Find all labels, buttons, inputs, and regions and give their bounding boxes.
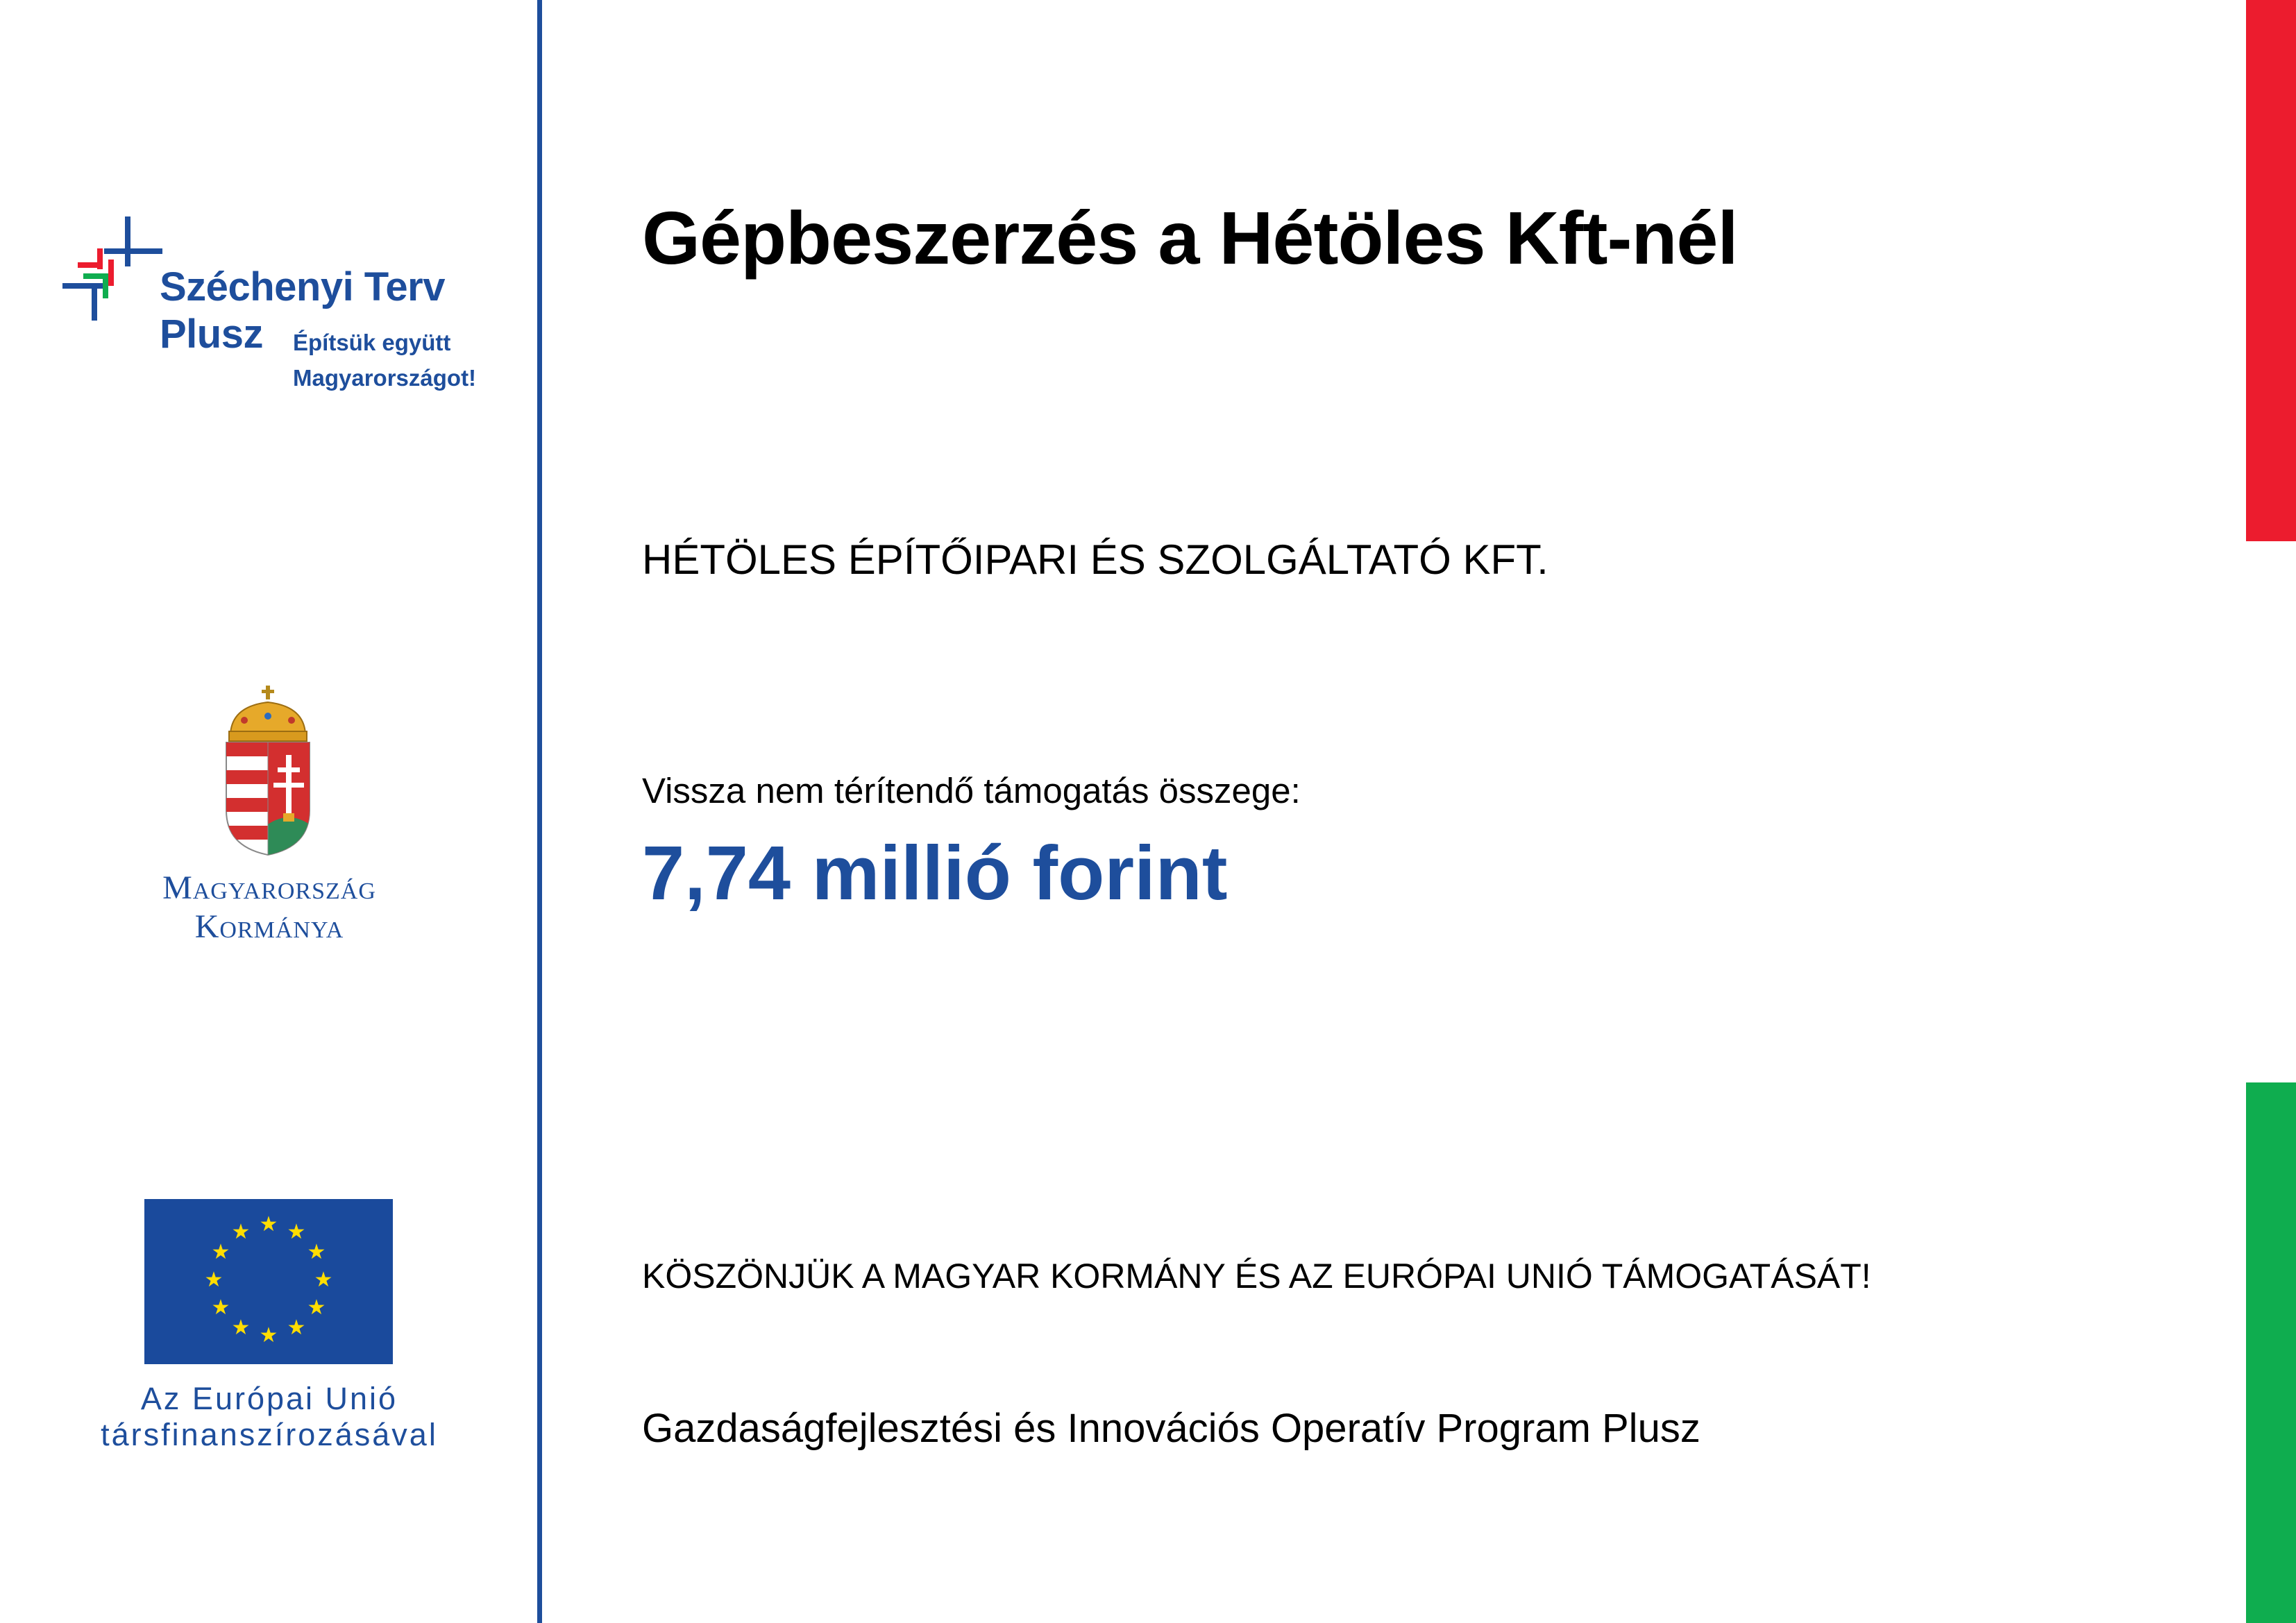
government-line-1: Magyarország <box>162 869 376 906</box>
flag-stripe-red <box>2246 0 2296 541</box>
svg-text:★: ★ <box>287 1220 306 1244</box>
program-name: Gazdaságfejlesztési és Innovációs Operatív Program Plusz <box>642 1406 1700 1451</box>
svg-text:★: ★ <box>287 1316 306 1340</box>
government-line-2: Kormánya <box>194 908 344 945</box>
eu-caption <box>69 1381 469 1453</box>
szechenyi-cross-icon <box>62 216 167 321</box>
grant-amount: 7,74 millió forint <box>642 831 1228 916</box>
eu-line-2: társfinanszírozásával <box>101 1417 438 1452</box>
vertical-divider <box>537 0 542 1623</box>
szechenyi-subtitle: Plusz <box>160 312 263 357</box>
hungarian-coat-of-arms-icon <box>223 686 314 859</box>
szechenyi-title: Széchenyi Terv <box>160 264 446 309</box>
thanks-message: KÖSZÖNJÜK A MAGYAR KORMÁNY ÉS AZ EURÓPAI UNIÓ TÁMOGATÁSÁT! <box>642 1257 1871 1295</box>
svg-text:★: ★ <box>307 1240 326 1264</box>
svg-text:★: ★ <box>314 1268 333 1292</box>
slogan-line-1: Építsük együtt <box>293 330 451 355</box>
svg-text:★: ★ <box>204 1268 223 1292</box>
svg-text:★: ★ <box>211 1295 230 1320</box>
flag-stripe-green <box>2246 1082 2296 1623</box>
szechenyi-slogan <box>293 325 476 396</box>
szechenyi-terv-logo <box>62 216 493 390</box>
eu-line-1: Az Európai Unió <box>140 1381 398 1416</box>
svg-text:★: ★ <box>259 1212 278 1237</box>
svg-text:★: ★ <box>307 1295 326 1320</box>
beneficiary-name: HÉTÖLES ÉPÍTŐIPARI ÉS SZOLGÁLTATÓ KFT. <box>642 536 1548 583</box>
svg-text:★: ★ <box>211 1240 230 1264</box>
eu-stars <box>144 1199 393 1364</box>
grant-label: Vissza nem térítendő támogatás összege: <box>642 771 1301 810</box>
project-title: Gépbeszerzés a Hétöles Kft-nél <box>642 196 1738 280</box>
svg-text:★: ★ <box>259 1323 278 1348</box>
eu-flag-icon <box>144 1199 393 1364</box>
government-name <box>104 869 434 946</box>
svg-text:★: ★ <box>231 1220 251 1244</box>
svg-text:★: ★ <box>231 1316 251 1340</box>
slogan-line-2: Magyarországot! <box>293 365 477 391</box>
